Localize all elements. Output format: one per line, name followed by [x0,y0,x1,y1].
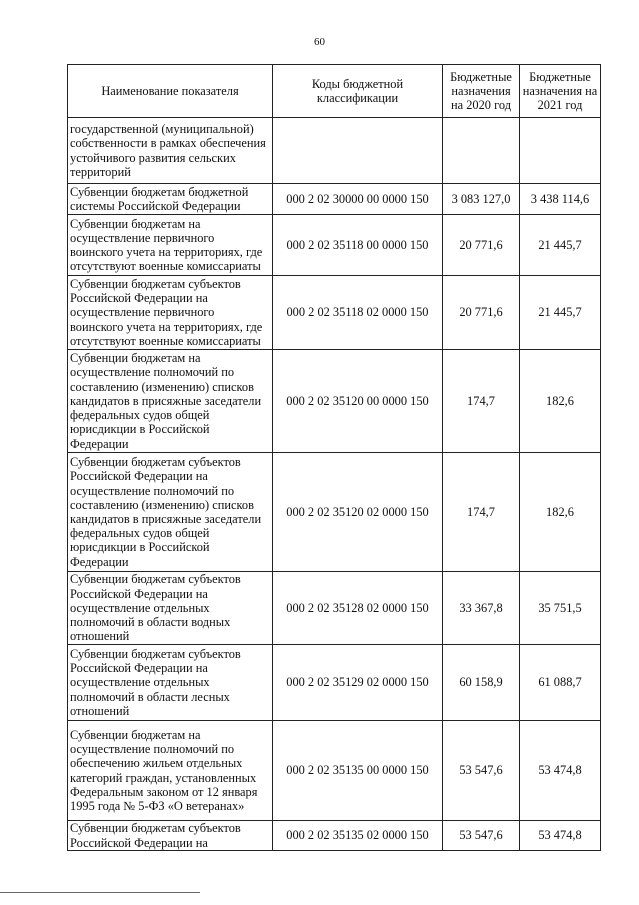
row-value-2020 [443,118,520,184]
row-value-2020: 174,7 [443,453,520,572]
row-value-2021: 61 088,7 [520,645,601,721]
row-name: Субвенции бюджетам на осуществление полномочий по обеспечению жильем отдельных категорий граждан, установленных Федеральным законом от 12 января 1995 года № 5-ФЗ «О ветеранах» [68,721,273,821]
header-2020: Бюджетные назначения на 2020 год [443,65,520,118]
row-value-2021: 53 474,8 [520,721,601,821]
row-code: 000 2 02 30000 00 0000 150 [273,184,443,215]
row-code: 000 2 02 35118 00 0000 150 [273,215,443,276]
row-value-2020: 53 547,6 [443,821,520,851]
row-name: Субвенции бюджетам на осуществление полномочий по составлению (изменению) списков кандидатов в присяжные заседатели федеральных судов общей юрисдикции в Российской Федерации [68,350,273,453]
table-row [68,453,601,572]
row-name: Субвенции бюджетам на осуществление первичного воинского учета на территориях, где отсутствуют военные комиссариаты [68,215,273,276]
table-row [68,118,601,184]
row-name: Субвенции бюджетам субъектов Российской Федерации на осуществление отдельных полномочий в области водных отношений [68,572,273,645]
row-value-2020: 3 083 127,0 [443,184,520,215]
table-header-row [68,65,601,118]
row-value-2021 [520,118,601,184]
budget-table [67,64,601,851]
row-value-2021: 182,6 [520,350,601,453]
row-code [273,118,443,184]
row-code: 000 2 02 35118 02 0000 150 [273,276,443,350]
footer-line [0,892,200,893]
row-value-2021: 21 445,7 [520,215,601,276]
row-value-2020: 174,7 [443,350,520,453]
row-name: Субвенции бюджетам субъектов Российской Федерации на осуществление отдельных полномочий в области лесных отношений [68,645,273,721]
row-code: 000 2 02 35129 02 0000 150 [273,645,443,721]
table-row [68,821,601,851]
row-value-2020: 53 547,6 [443,721,520,821]
row-value-2021: 35 751,5 [520,572,601,645]
table-row [68,721,601,821]
row-value-2020: 60 158,9 [443,645,520,721]
row-code: 000 2 02 35120 00 0000 150 [273,350,443,453]
row-value-2020: 20 771,6 [443,215,520,276]
table-row [68,184,601,215]
row-name: Субвенции бюджетам субъектов Российской Федерации на [68,821,273,851]
row-name: государственной (муниципальной) собственности в рамках обеспечения устойчивого развития сельских территорий [68,118,273,184]
row-value-2021: 182,6 [520,453,601,572]
row-code: 000 2 02 35128 02 0000 150 [273,572,443,645]
header-name: Наименование показателя [68,65,273,118]
row-name: Субвенции бюджетам бюджетной системы Российской Федерации [68,184,273,215]
table-row [68,215,601,276]
table-row [68,276,601,350]
table-row [68,572,601,645]
table-row [68,350,601,453]
table-row [68,645,601,721]
row-code: 000 2 02 35135 00 0000 150 [273,721,443,821]
row-value-2021: 53 474,8 [520,821,601,851]
row-value-2020: 20 771,6 [443,276,520,350]
row-value-2021: 21 445,7 [520,276,601,350]
row-name: Субвенции бюджетам субъектов Российской Федерации на осуществление полномочий по составлению (изменению) списков кандидатов в присяжные заседатели федеральных судов общей юрисдикции в Российской Федерации [68,453,273,572]
row-value-2021: 3 438 114,6 [520,184,601,215]
row-name: Субвенции бюджетам субъектов Российской Федерации на осуществление первичного воинского учета на территориях, где отсутствуют военные комиссариаты [68,276,273,350]
header-2021: Бюджетные назначения на 2021 год [520,65,601,118]
header-code: Коды бюджетной классификации [273,65,443,118]
page-number: 60 [314,36,325,48]
row-code: 000 2 02 35135 02 0000 150 [273,821,443,851]
row-value-2020: 33 367,8 [443,572,520,645]
row-code: 000 2 02 35120 02 0000 150 [273,453,443,572]
